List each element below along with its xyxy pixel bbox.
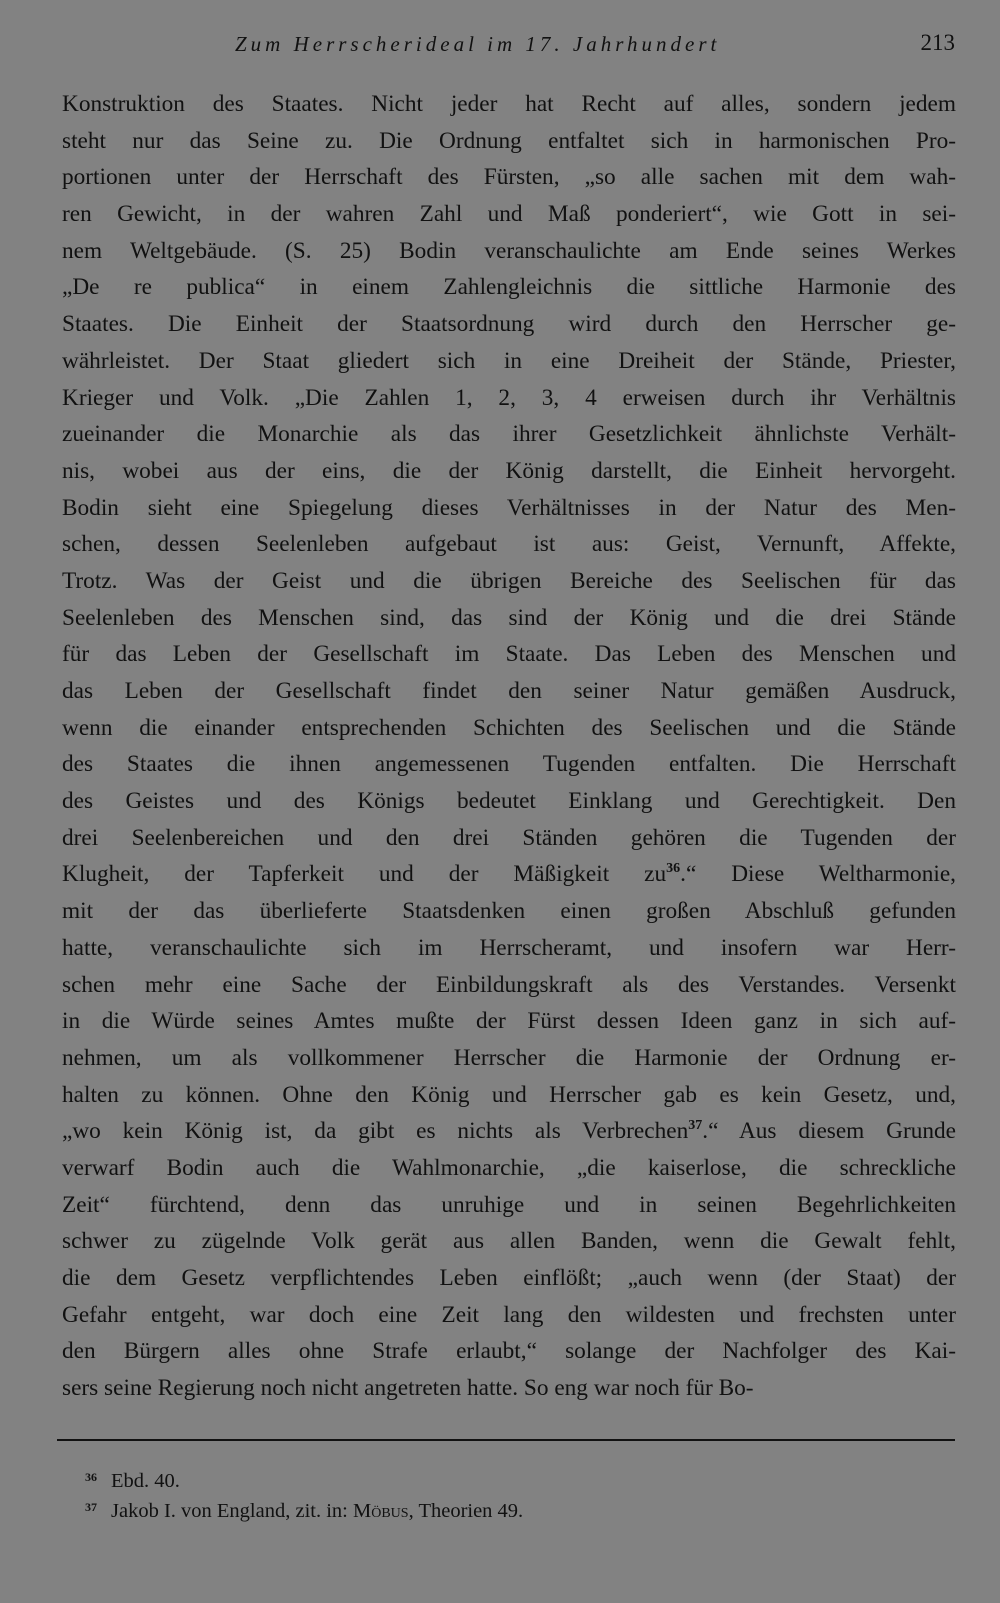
footnote-text: Jakob I. von England, zit. in:	[111, 1500, 353, 1522]
footnote-text: Ebd. 40.	[111, 1470, 180, 1492]
footnote-mark: 37	[85, 1500, 97, 1514]
text-line: schen mehr eine Sache der Einbildungskraft als des Verstandes. Versenkt	[62, 971, 956, 998]
text-line: nis, wobei aus der eins, die der König darstellt, die Einheit hervorgeht.	[62, 457, 956, 484]
text-line: nehmen, um als vollkommener Herrscher die Harmonie der Ordnung er-	[62, 1044, 956, 1071]
text-line: ren Gewicht, in der wahren Zahl und Maß ponderiert“, wie Gott in sei-	[62, 201, 956, 228]
text-segment: Klugheit, der Tapferkeit und der Mäßigkeit zu	[62, 861, 667, 888]
text-line: wenn die einander entsprechenden Schichten des Seelischen und die Stände	[62, 714, 956, 741]
body-text	[62, 86, 956, 1407]
text-line: drei Seelenbereichen und den drei Ständen gehören die Tugenden der	[62, 824, 956, 851]
footnote-36	[85, 1462, 523, 1492]
text-line: sers seine Regierung noch nicht angetreten hatte. So eng war noch für Bo-	[62, 1375, 754, 1402]
running-title: Zum Herrscherideal im 17. Jahrhundert	[235, 32, 721, 56]
note-reference[interactable]: 36	[666, 861, 681, 877]
text-line: die dem Gesetz verpflichtendes Leben einflößt; „auch wenn (der Staat) der	[62, 1265, 956, 1291]
text-line: mit der das überlieferte Staatsdenken einen großen Abschluß gefunden	[62, 898, 956, 925]
note-reference[interactable]: 37	[688, 1118, 703, 1134]
text-line: steht nur das Seine zu. Die Ordnung entfaltet sich in harmonischen Pro-	[62, 127, 956, 154]
text-line: währleistet. Der Staat gliedert sich in eine Dreiheit der Stände, Priester,	[62, 347, 956, 374]
footnote-author: Möbus	[352, 1500, 409, 1522]
footnote-mark: 36	[85, 1470, 97, 1484]
text-line: in die Würde seines Amtes mußte der Fürst dessen Ideen ganz in sich auf-	[62, 1008, 956, 1035]
text-line: für das Leben der Gesellschaft im Staate. Das Leben des Menschen und	[62, 641, 956, 668]
text-line: portionen unter der Herrschaft des Fürsten, „so alle sachen mit dem wah-	[62, 164, 956, 191]
text-line-with-note	[62, 856, 956, 893]
text-segment: .“ Aus diesem Grunde	[702, 1118, 957, 1145]
text-line: des Geistes und des Königs bedeutet Einklang und Gerechtigkeit. Den	[62, 788, 956, 815]
text-line: das Leben der Gesellschaft findet den seiner Natur gemäßen Ausdruck,	[62, 678, 956, 704]
text-line: Bodin sieht eine Spiegelung dieses Verhältnisses in der Natur des Men-	[62, 494, 956, 521]
page-number: 213	[920, 30, 955, 55]
text-line: den Bürgern alles ohne Strafe erlaubt,“ solange der Nachfolger des Kai-	[62, 1338, 956, 1365]
text-line: Konstruktion des Staates. Nicht jeder hat Recht auf alles, sondern jedem	[62, 91, 956, 117]
text-line: Staates. Die Einheit der Staatsordnung wird durch den Herrscher ge-	[62, 311, 956, 338]
text-line: Trotz. Was der Geist und die übrigen Bereiche des Seelischen für das	[62, 567, 956, 594]
text-segment: „wo kein König ist, da gibt es nichts als Verbrechen	[62, 1118, 689, 1145]
text-line: Krieger und Volk. „Die Zahlen 1, 2, 3, 4 erweisen durch ihr Verhältnis	[62, 384, 956, 411]
text-line: halten zu können. Ohne den König und Herrscher gab es kein Gesetz, und,	[62, 1081, 956, 1108]
text-line: des Staates die ihnen angemessenen Tugenden entfalten. Die Herrschaft	[62, 751, 956, 778]
running-header	[60, 28, 955, 68]
footnote-divider	[57, 1439, 955, 1441]
text-line: hatte, veranschaulichte sich im Herrscheramt, und insofern war Herr-	[62, 934, 956, 961]
text-line: schen, dessen Seelenleben aufgebaut ist aus: Geist, Vernunft, Affekte,	[62, 531, 956, 558]
footnote-37	[85, 1492, 523, 1522]
text-line-with-note	[62, 1113, 956, 1150]
text-line: nem Weltgebäude. (S. 25) Bodin veranschaulichte am Ende seines Werkes	[62, 237, 956, 264]
text-line: „De re publica“ in einem Zahlengleichnis die sittliche Harmonie des	[62, 274, 956, 301]
footnote-text: , Theorien 49.	[408, 1500, 524, 1522]
text-line: verwarf Bodin auch die Wahlmonarchie, „die kaiserlose, die schreckliche	[62, 1154, 956, 1181]
text-line: Seelenleben des Menschen sind, das sind der König und die drei Stände	[62, 604, 956, 631]
text-line: schwer zu zügelnde Volk gerät aus allen Banden, wenn die Gewalt fehlt,	[62, 1228, 956, 1255]
text-line: Gefahr entgeht, war doch eine Zeit lang den wildesten und frechsten unter	[62, 1301, 956, 1328]
text-segment: .“ Diese Weltharmonie,	[680, 861, 956, 888]
text-line: Zeit“ fürchtend, denn das unruhige und in seinen Begehrlichkeiten	[62, 1191, 956, 1218]
text-line: zueinander die Monarchie als das ihrer Gesetzlichkeit ähnlichste Verhält-	[62, 421, 956, 448]
footnotes	[85, 1462, 523, 1522]
